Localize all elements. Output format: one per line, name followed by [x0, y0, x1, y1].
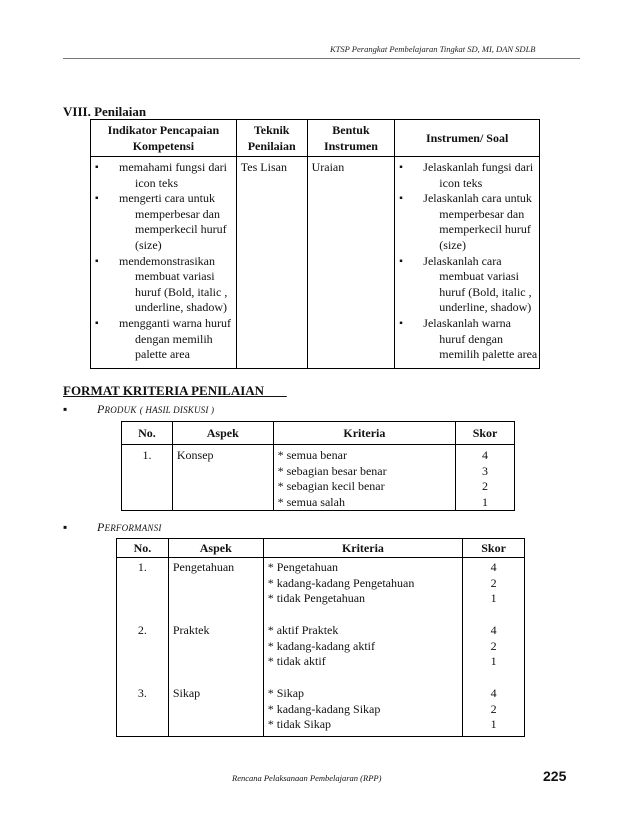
indikator-item: ▪ mendemonstrasikan membuat variasi huruf (Bold, italic , underline, shadow)	[95, 253, 228, 315]
perf-skor: 4 2 1	[463, 558, 525, 624]
square-bullet-icon: ▪	[95, 162, 99, 173]
square-bullet-icon: ▪	[399, 193, 403, 205]
perf-kriteria: * Pengetahuan * kadang-kadang Pengetahuan * tidak Pengetahuan	[263, 558, 462, 624]
header-soal: Instrumen/ Soal	[395, 120, 540, 157]
table-row	[122, 445, 515, 511]
performansi-col-aspek: Aspek	[168, 539, 263, 558]
produk-aspek: Konsep	[172, 445, 273, 511]
square-bullet-icon: ▪	[95, 317, 99, 329]
performansi-col-kriteria: Kriteria	[263, 539, 462, 558]
performansi-header-row	[117, 539, 525, 558]
header-indikator: Indikator Pencapaian Kompetensi	[91, 120, 237, 157]
performansi-table	[116, 538, 525, 737]
page-number: 225	[543, 768, 567, 784]
penilaian-header-row	[91, 120, 540, 157]
soal-item: ▪ Jelaskanlah warna huruf dengan memilih palette area	[399, 315, 538, 362]
produk-kriteria: * semua benar * sebagian besar benar * sebagian kecil benar * semua salah	[273, 445, 455, 511]
header-teknik: Teknik Penilaian	[236, 120, 307, 157]
produk-header-row	[122, 422, 515, 445]
header-bentuk: Bentuk Instrumen	[307, 120, 395, 157]
section-title: VIII. Penilaian	[63, 104, 147, 119]
indikator-item: ▪ mengganti warna huruf dengan memilih palette area	[95, 315, 231, 362]
running-header: KTSP Perangkat Pembelajaran Tingkat SD, MI, DAN SDLB	[330, 44, 536, 54]
performansi-col-skor: Skor	[463, 539, 525, 558]
square-bullet-icon: ▪	[95, 193, 99, 205]
perf-no: 3.	[117, 686, 169, 737]
square-bullet-icon: ▪	[399, 317, 403, 329]
perf-aspek: Sikap	[168, 686, 263, 737]
format-title: FORMAT KRITERIA PENILAIAN	[63, 383, 265, 398]
table-row	[117, 558, 525, 624]
soal-item: ▪ Jelaskanlah cara membuat variasi huruf (Bold, italic , underline, shadow)	[399, 253, 532, 315]
square-bullet-icon: ▪	[95, 255, 99, 267]
produk-no: 1.	[122, 445, 173, 511]
perf-kriteria: * aktif Praktek * kadang-kadang aktif * tidak aktif	[263, 623, 462, 686]
perf-no: 1.	[117, 558, 169, 624]
performansi-heading	[63, 520, 162, 535]
produk-col-kriteria: Kriteria	[273, 422, 455, 445]
indikator-item: ▪ memahami fungsi dari icon teks	[95, 160, 227, 190]
perf-aspek: Pengetahuan	[168, 558, 263, 624]
soal-item: ▪ Jelaskanlah fungsi dari icon teks	[399, 160, 534, 190]
performansi-label: PERFORMANSI	[97, 520, 162, 534]
soal-cell	[395, 157, 540, 369]
produk-skor: 4 3 2 1	[456, 445, 515, 511]
soal-item: ▪ Jelaskanlah cara untuk memperbesar dan memperkecil huruf (size)	[399, 191, 532, 252]
table-row	[117, 623, 525, 686]
produk-col-skor: Skor	[456, 422, 515, 445]
footer-caption: Rencana Pelaksanaan Pembelajaran (RPP)	[232, 773, 382, 783]
teknik-cell: Tes Lisan	[236, 157, 307, 369]
penilaian-table	[90, 119, 540, 369]
produk-heading	[63, 402, 215, 417]
indikator-item: ▪ mengerti cara untuk memperbesar dan memperkecil huruf (size)	[95, 191, 227, 252]
perf-no: 2.	[117, 623, 169, 686]
header-rule	[63, 58, 580, 59]
bentuk-cell: Uraian	[307, 157, 395, 369]
square-bullet-icon: ▪	[399, 255, 403, 267]
perf-skor: 4 2 1	[463, 623, 525, 686]
square-bullet-icon: ▪	[63, 520, 68, 534]
penilaian-body-row	[91, 157, 540, 369]
perf-skor: 4 2 1	[463, 686, 525, 737]
square-bullet-icon: ▪	[63, 402, 68, 416]
indikator-cell	[91, 157, 237, 369]
produk-label: PRODUK ( HASIL DISKUSI )	[97, 402, 215, 416]
produk-table	[121, 421, 515, 511]
produk-col-no: No.	[122, 422, 173, 445]
performansi-col-no: No.	[117, 539, 169, 558]
produk-col-aspek: Aspek	[172, 422, 273, 445]
square-bullet-icon: ▪	[399, 162, 403, 173]
perf-aspek: Praktek	[168, 623, 263, 686]
perf-kriteria: * Sikap * kadang-kadang Sikap * tidak Sikap	[263, 686, 462, 737]
table-row	[117, 686, 525, 737]
